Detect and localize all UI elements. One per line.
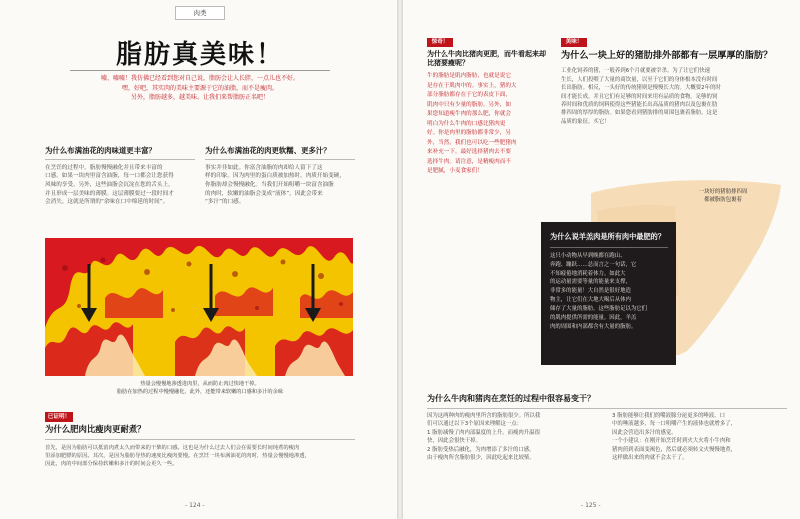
body-line: 快，因此会很快干掉。 (427, 438, 481, 445)
body-line: 3 脂肪能够让我们的嘴液腺分泌更多的唾液。口 (612, 413, 725, 419)
box-line: 不知疲倦地消耗着体力。如此大 (550, 270, 626, 277)
body-line: 1 脂肪减慢了肉内部温度的上升。而瘦肉升温很 (427, 429, 540, 436)
intro-line: 嘿，好吧，其实肉的美味主要源于它的油脂，而不是瘦肉。 (121, 84, 278, 92)
section-heading: 为什么牛肉和猪肉在烹饪的过程中很容易变干？ (427, 394, 595, 403)
caption-line: 脂肪在加热的过程中慢慢融化，此外，还能带来软嫩的口感和多汁的余味 (116, 389, 283, 396)
page-number: - 124 - (185, 502, 205, 509)
section-heading: 为什么肥肉比瘦肉更耐煮？ (45, 424, 146, 434)
body-line: 中的唾液越多，每一口咀嚼产生的液体也就增多了， (612, 421, 736, 428)
section-marbled-flavor (45, 146, 195, 207)
body-line: 长出脂肪。相反，一头好的传统猪则是慢慢长大的。大概要2年的时 (561, 85, 721, 92)
body-line: 果您知道瘦牛肉的那么肥，你就会 (427, 111, 511, 118)
section-divider (427, 408, 787, 409)
marbled-fat-illustration (45, 238, 353, 376)
body-line: 的肉时，软嫩的油脂会变成“液体”，因此会带来 (205, 190, 323, 197)
body-line: 明白为什么牛肉的口感比猪肉更 (427, 120, 506, 127)
intro-line: 另外，脂肪越多，越美味。让我们来帮脂肪正名吧！ (130, 94, 269, 102)
label-line: 一块好的猪肋排四周 (698, 189, 748, 195)
body-line: 因为这两种肉的瘦肉里所含的脂肪很少。所以我 (427, 413, 541, 419)
body-line: 你脂肪却会慢慢融化。当我们开始咀嚼一块富含油脂 (205, 181, 334, 188)
right-page (403, 0, 800, 519)
body-line: 外，当然，我们也可以吃一些肥猪肉 (427, 139, 517, 146)
page-number: - 125 - (581, 502, 601, 509)
body-line: 一个小建议：在刚开始烹饪时到火大火将小牛肉和 (612, 438, 731, 445)
body-line: 由于瘦肉所含脂肪很少，因此吃起来比较柴。 (427, 454, 535, 461)
lamb-fat-box (541, 222, 676, 365)
delicious-tag: 美味！ (561, 38, 587, 47)
pork-rib-label (683, 188, 763, 204)
section-pork-rib-fat (561, 38, 786, 126)
body-line: 在烹饪的过程中，脂肪慢慢融化并且带来丰富的 (45, 164, 163, 171)
box-line: 物主，让它们在大地大喝后从体内 (550, 297, 631, 304)
body-line: 会消失。这就是所谓的“余味在口中绵延的时间”。 (45, 199, 169, 206)
section-divider (205, 159, 355, 160)
body-line: 间才能长成，并且它们有足够的时间来用有品质的食物。足够的饲 (561, 93, 718, 100)
title-divider (70, 70, 330, 71)
body-line: 们可以通过以下3个原因来理解这一点： (427, 421, 523, 428)
body-line: 因此，肉的中间部分保持软嫩和多汁的时间会更久一些。 (45, 461, 178, 468)
lamb-box-content (550, 232, 668, 332)
body-line: 口感。如果一块肉里富含油脂，每一口都会让您获得 (45, 173, 174, 180)
illustration-caption (110, 380, 290, 397)
proven-tag: 已证明！ (45, 412, 73, 422)
box-line: 这只小动物从早到晚都在跑山、 (550, 252, 626, 259)
category-tag: 肉类 (175, 6, 225, 20)
body-line: 选择牛肉。请注意，是精瘦肉而不 (427, 158, 511, 165)
section-heading: 为什么一块上好的猪肋排外部都有一层厚厚的脂肪？ (561, 50, 773, 61)
body-line: 里添加肥膘的原因。其次，是因为脂肪导热的速度比瘦肉要慢。在烹饪一块布满油花的肉时，热量会慢慢地渗透， (45, 453, 310, 460)
body-line: 因此会营造出多汁的感觉。 (612, 429, 677, 436)
body-line: 样的印象。因为肉里的蛋白质被加热时，肉质开始变硬， (205, 173, 345, 180)
box-line: 的运动量需要等量的能量来支撑， (550, 279, 631, 286)
section-fatty-meat-cooking (45, 424, 355, 469)
section-divider (45, 439, 355, 440)
body-line: 并且形成一层美味的薄膜。这层薄膜要过一段时间才 (45, 190, 174, 197)
body-line: 工业化饲养的猪，一般养到6个月就要被宰杀。为了让它们快速 (561, 68, 710, 75)
body-line: 是存在于肌肉中的。事实上，猪的大 (427, 82, 517, 89)
body-line: 牛的脂肪是肌内脂肪，也就是说它 (427, 73, 511, 80)
intro-text (75, 74, 325, 103)
body-line: 生长，人们投喂了大量的商饮量，以至于它们的身体根本没有时间 (561, 76, 718, 83)
body-line: 品质的象征。买它！ (561, 118, 610, 125)
body-line: 排四周的厚厚的脂肪。如果您看到猪肋排的周围包裹着脂肪，这是 (561, 110, 718, 117)
body-line: 肌肉中只有少量的脂肪。另外，如 (427, 101, 511, 108)
body-line: 这样做出来的肉就不会太干了。 (612, 454, 688, 461)
body-line: 2 脂肪受热后融化，为肉增添了多汁的口感。 (427, 446, 535, 453)
box-line: 奔跑、蹦跃……总而言之一句话，它 (550, 261, 637, 268)
body-line: 部分脂肪都存在于它的表皮下面， (427, 92, 511, 99)
section-meat-dries-out (427, 394, 787, 461)
section-heading: 为什么布满油花的肉味道更丰富？ (45, 146, 156, 155)
section-heading: 为什么布满油花的肉更软糯、更多汁？ (205, 146, 331, 155)
section-beef-vs-pork-fat (427, 38, 547, 177)
body-line: 是肥腻，小麦食家们！ (427, 168, 483, 175)
left-page (0, 0, 397, 519)
box-line: 非常多的能量！大自然是很好地造 (550, 288, 631, 295)
box-divider (550, 247, 668, 248)
bottom-right-column (612, 412, 787, 462)
body-line: 风味的享受。另外，这些油脂会沉淀在您的舌头上， (45, 181, 174, 188)
intro-line: 嘘、嘘嘘！我仿佛已经看到您对自己说，脂肪会让人长胖，一点儿也不好。 (100, 75, 299, 82)
section-heading: 为什么牛肉比猪肉更肥，而牛看起来却比猪要瘦呢？ (427, 50, 546, 68)
box-line: 储存了大量的脂肪。这些脂肪足以为它们 (550, 306, 648, 313)
box-heading: 为什么说羊羔肉是所有肉中最肥的？ (550, 232, 666, 241)
body-line: 首先，是因为脂肪可以抵消肉煮太久而带来的干柴的口感。这也是为什么过去人们会在需要长时间炖煮的瘦肉 (45, 444, 300, 451)
body-line: 事实并非如此。你富含油脂的肉却给人留下了这 (205, 164, 323, 171)
section-marbled-juicy (205, 146, 355, 207)
fat-flames-graphic (45, 238, 353, 376)
box-line: 的肌肉提供所需的能量。因此，羊羔 (550, 315, 637, 322)
body-line: 来补充一下。最好选择猪肉去不要 (427, 149, 511, 156)
label-line: 都被脂肪包裹着 (704, 197, 742, 204)
body-line: 好。你是肉里的脂肪都非常少，另 (427, 130, 511, 137)
body-line: “多汁”的口感。 (205, 199, 245, 206)
box-line: 肉的周围和内部都含有大量的脂肪。 (550, 323, 637, 330)
body-line: 养时间和优质的饲料使得这些猪能长出高品质的猪肉以及包裹在肋 (561, 101, 718, 108)
body-line: 猪肉煎到表面变褐色，然后就必须转文火慢慢地煮， (612, 446, 736, 453)
page-title: 脂肪真美味！ (115, 40, 284, 70)
caption-line: 热量会慢慢地渗透进肉里，从而防止肉过快地干掉。 (140, 381, 260, 387)
section-divider (45, 159, 195, 160)
bottom-left-column (427, 412, 602, 462)
surprise-tag: 惊奇！ (427, 38, 453, 47)
